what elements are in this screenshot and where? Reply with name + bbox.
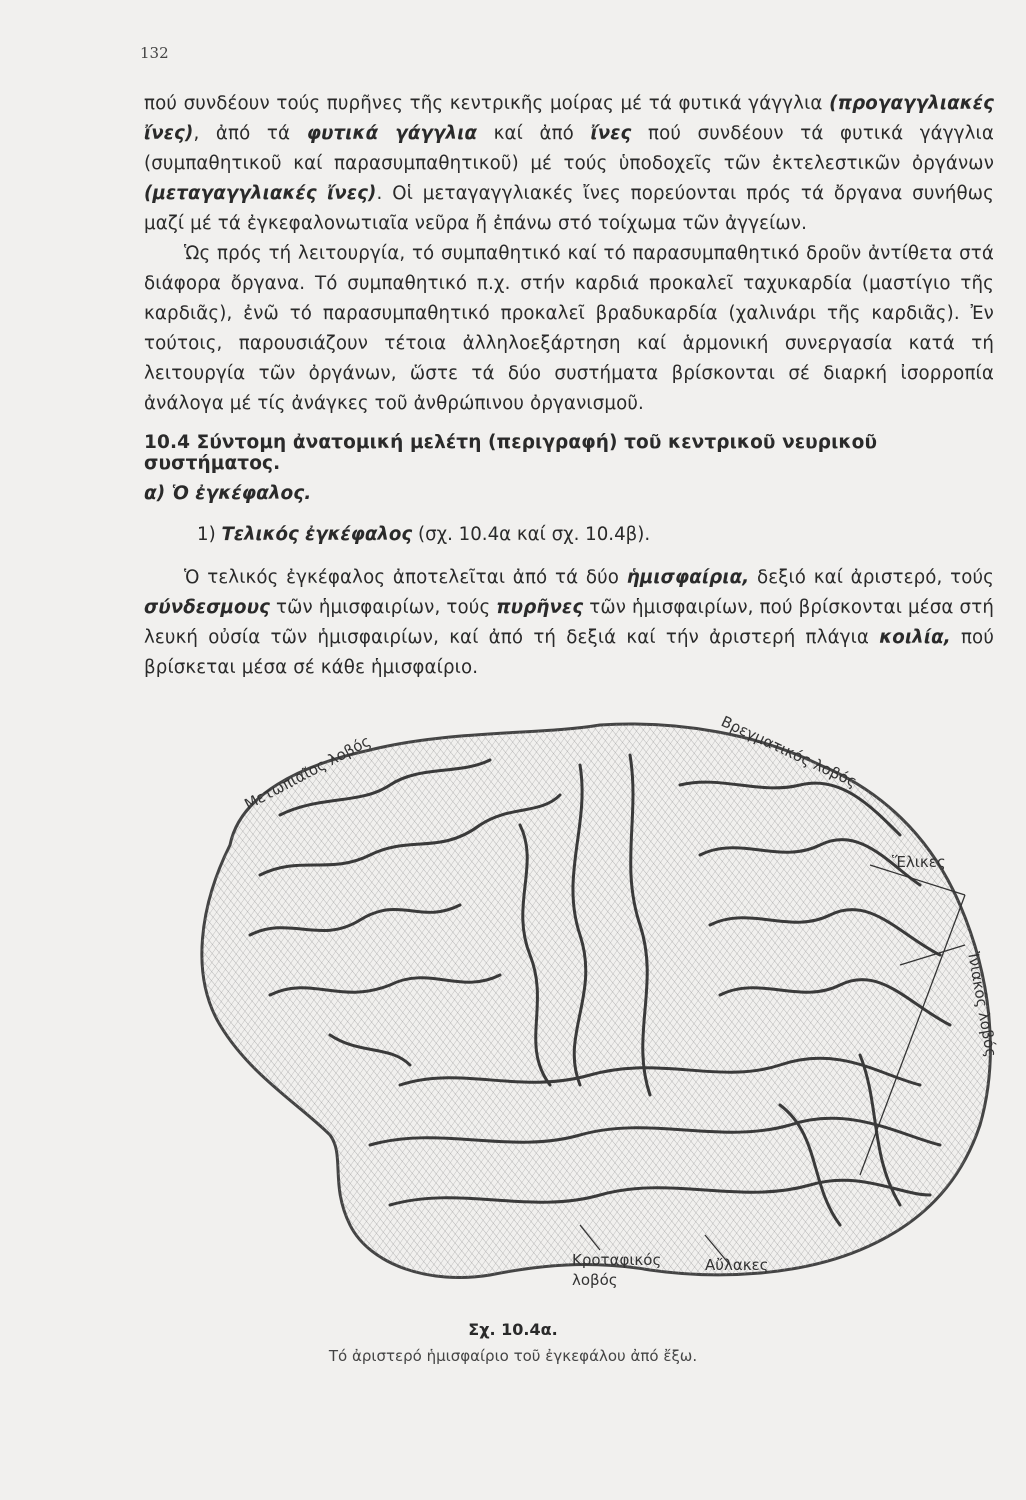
p1-t3: καί ἀπό xyxy=(477,123,591,144)
p3-t4: τῶν ἡμισφαιρίων, πού βρίσκονται μέσα στή λευκή οὐσία τῶν ἡμισφαιρίων, καί ἀπό τή δεξιά καί τήν ἀριστερή πλάγια xyxy=(144,597,994,648)
figure-caption-title: Σχ. 10.4α. xyxy=(468,1320,558,1339)
brain-figure xyxy=(160,705,1026,1325)
item-suffix: (σχ. 10.4α καί σχ. 10.4β). xyxy=(412,524,651,545)
p3-t2: δεξιό καί ἀριστερό, τούς xyxy=(749,567,994,588)
page-number: 132 xyxy=(140,44,169,62)
p1-t4: πού συνδέουν τά φυτικά γάγγλια (συμπαθητικοῦ καί παρασυμπαθητικοῦ) μέ τούς ὑποδοχεῖς τῶν ἐκτελεστικῶν ὀργάνων xyxy=(144,123,994,174)
p1-t5: . Οἱ μεταγαγγλιακές ἴνες πορεύονται πρός τά ὄργανα συνήθως μαζί μέ τά ἐγκεφαλονωτιαῖα νεῦρα ἤ ἐπάνω στό τοίχωμα τῶν ἀγγείων. xyxy=(144,183,994,234)
paragraph-2-text: Ὡς πρός τή λειτουργία, τό συμπαθητικό καί τό παρασυμπαθητικό δροῦν ἀντίθετα στά διάφορα ὄργανα. Τό συμπαθητικό π.χ. στήν καρδιά προκαλεῖ ταχυκαρδία (μαστίγιο τῆς καρδιᾶς), ἐνῶ τό παρασυμπαθητικό προκαλεῖ βραδυκαρδία (χαλινάρι τῆς καρδιᾶς). Ἐν τούτοις, παρουσιάζουν τέτοια ἀλληλοεξάρτηση καί ἁρμονική συνεργασία κατά τή λειτουργία τῶν ὀργάνων, ὥστε τά δύο συστήματα βρίσκονται σέ διαρκή ἰσορροπία ἀνάλογα μέ τίς ἀνάγκες τοῦ ἀνθρώπινου ὀργανισμοῦ. xyxy=(144,243,994,414)
label-parietal-lobe: Βρεγματικός λοβός xyxy=(718,712,860,791)
p1-term-ganglia: φυτικά γάγγλια xyxy=(306,123,478,144)
item-prefix: 1) xyxy=(197,524,222,545)
p1-t2: , ἀπό τά xyxy=(193,123,307,144)
paragraph-3-text xyxy=(144,563,994,683)
paragraph-3 xyxy=(144,563,994,683)
label-sulci: Αὔλακες xyxy=(705,1256,769,1274)
p3-term-ventricle: κοιλία, xyxy=(879,627,951,648)
label-frontal-lobe: Μετωπιαῖος λοβός xyxy=(241,731,374,814)
label-gyri: Ἕλικες xyxy=(892,853,946,871)
paragraph-2 xyxy=(144,239,994,419)
brain-illustration xyxy=(160,705,1026,1325)
figure-caption-text: Τό ἀριστερό ἡμισφαίριο τοῦ ἐγκεφάλου ἀπό ἔξω. xyxy=(328,1347,698,1365)
p1-term-fibers: ἴνες xyxy=(590,123,632,144)
section-heading: 10.4 Σύντομη ἀνατομική μελέτη (περιγραφή) τοῦ κεντρικοῦ νευρικοῦ συστήματος. xyxy=(144,432,878,474)
subsection-heading: α) Ὁ ἐγκέφαλος. xyxy=(144,483,312,504)
p1-t1: πού συνδέουν τούς πυρῆνες τῆς κεντρικῆς μοίρας μέ τά φυτικά γάγγλια xyxy=(144,93,830,114)
label-temporal-lobe-2: λοβός xyxy=(572,1271,618,1289)
p3-t5: πού βρίσκεται μέσα σέ κάθε ἡμισφαίριο. xyxy=(144,627,995,678)
p1-term-postganglionic: (μεταγαγγλιακές ἴνες) xyxy=(144,183,377,204)
label-temporal-lobe-1: Κροταφικός xyxy=(572,1251,662,1269)
p3-term-commissures: σύνδεσμους xyxy=(144,597,271,618)
paragraph-1-text xyxy=(144,89,994,239)
p1-term-preganglionic: (προγαγγλιακές ἴνες) xyxy=(144,93,994,144)
p3-term-nuclei: πυρῆνες xyxy=(496,597,584,618)
paragraph-1 xyxy=(144,89,994,239)
p3-t1: Ὁ τελικός ἐγκέφαλος ἀποτελεῖται ἀπό τά δύο xyxy=(184,567,627,588)
item-title: Τελικός ἐγκέφαλος xyxy=(221,524,413,545)
list-item-1 xyxy=(197,524,650,545)
label-occipital-lobe: Ἰνιακός λοβός xyxy=(964,950,1001,1059)
p3-t3: τῶν ἡμισφαιρίων, τούς xyxy=(270,597,497,618)
p3-term-hemispheres: ἡμισφαίρια, xyxy=(626,567,750,588)
